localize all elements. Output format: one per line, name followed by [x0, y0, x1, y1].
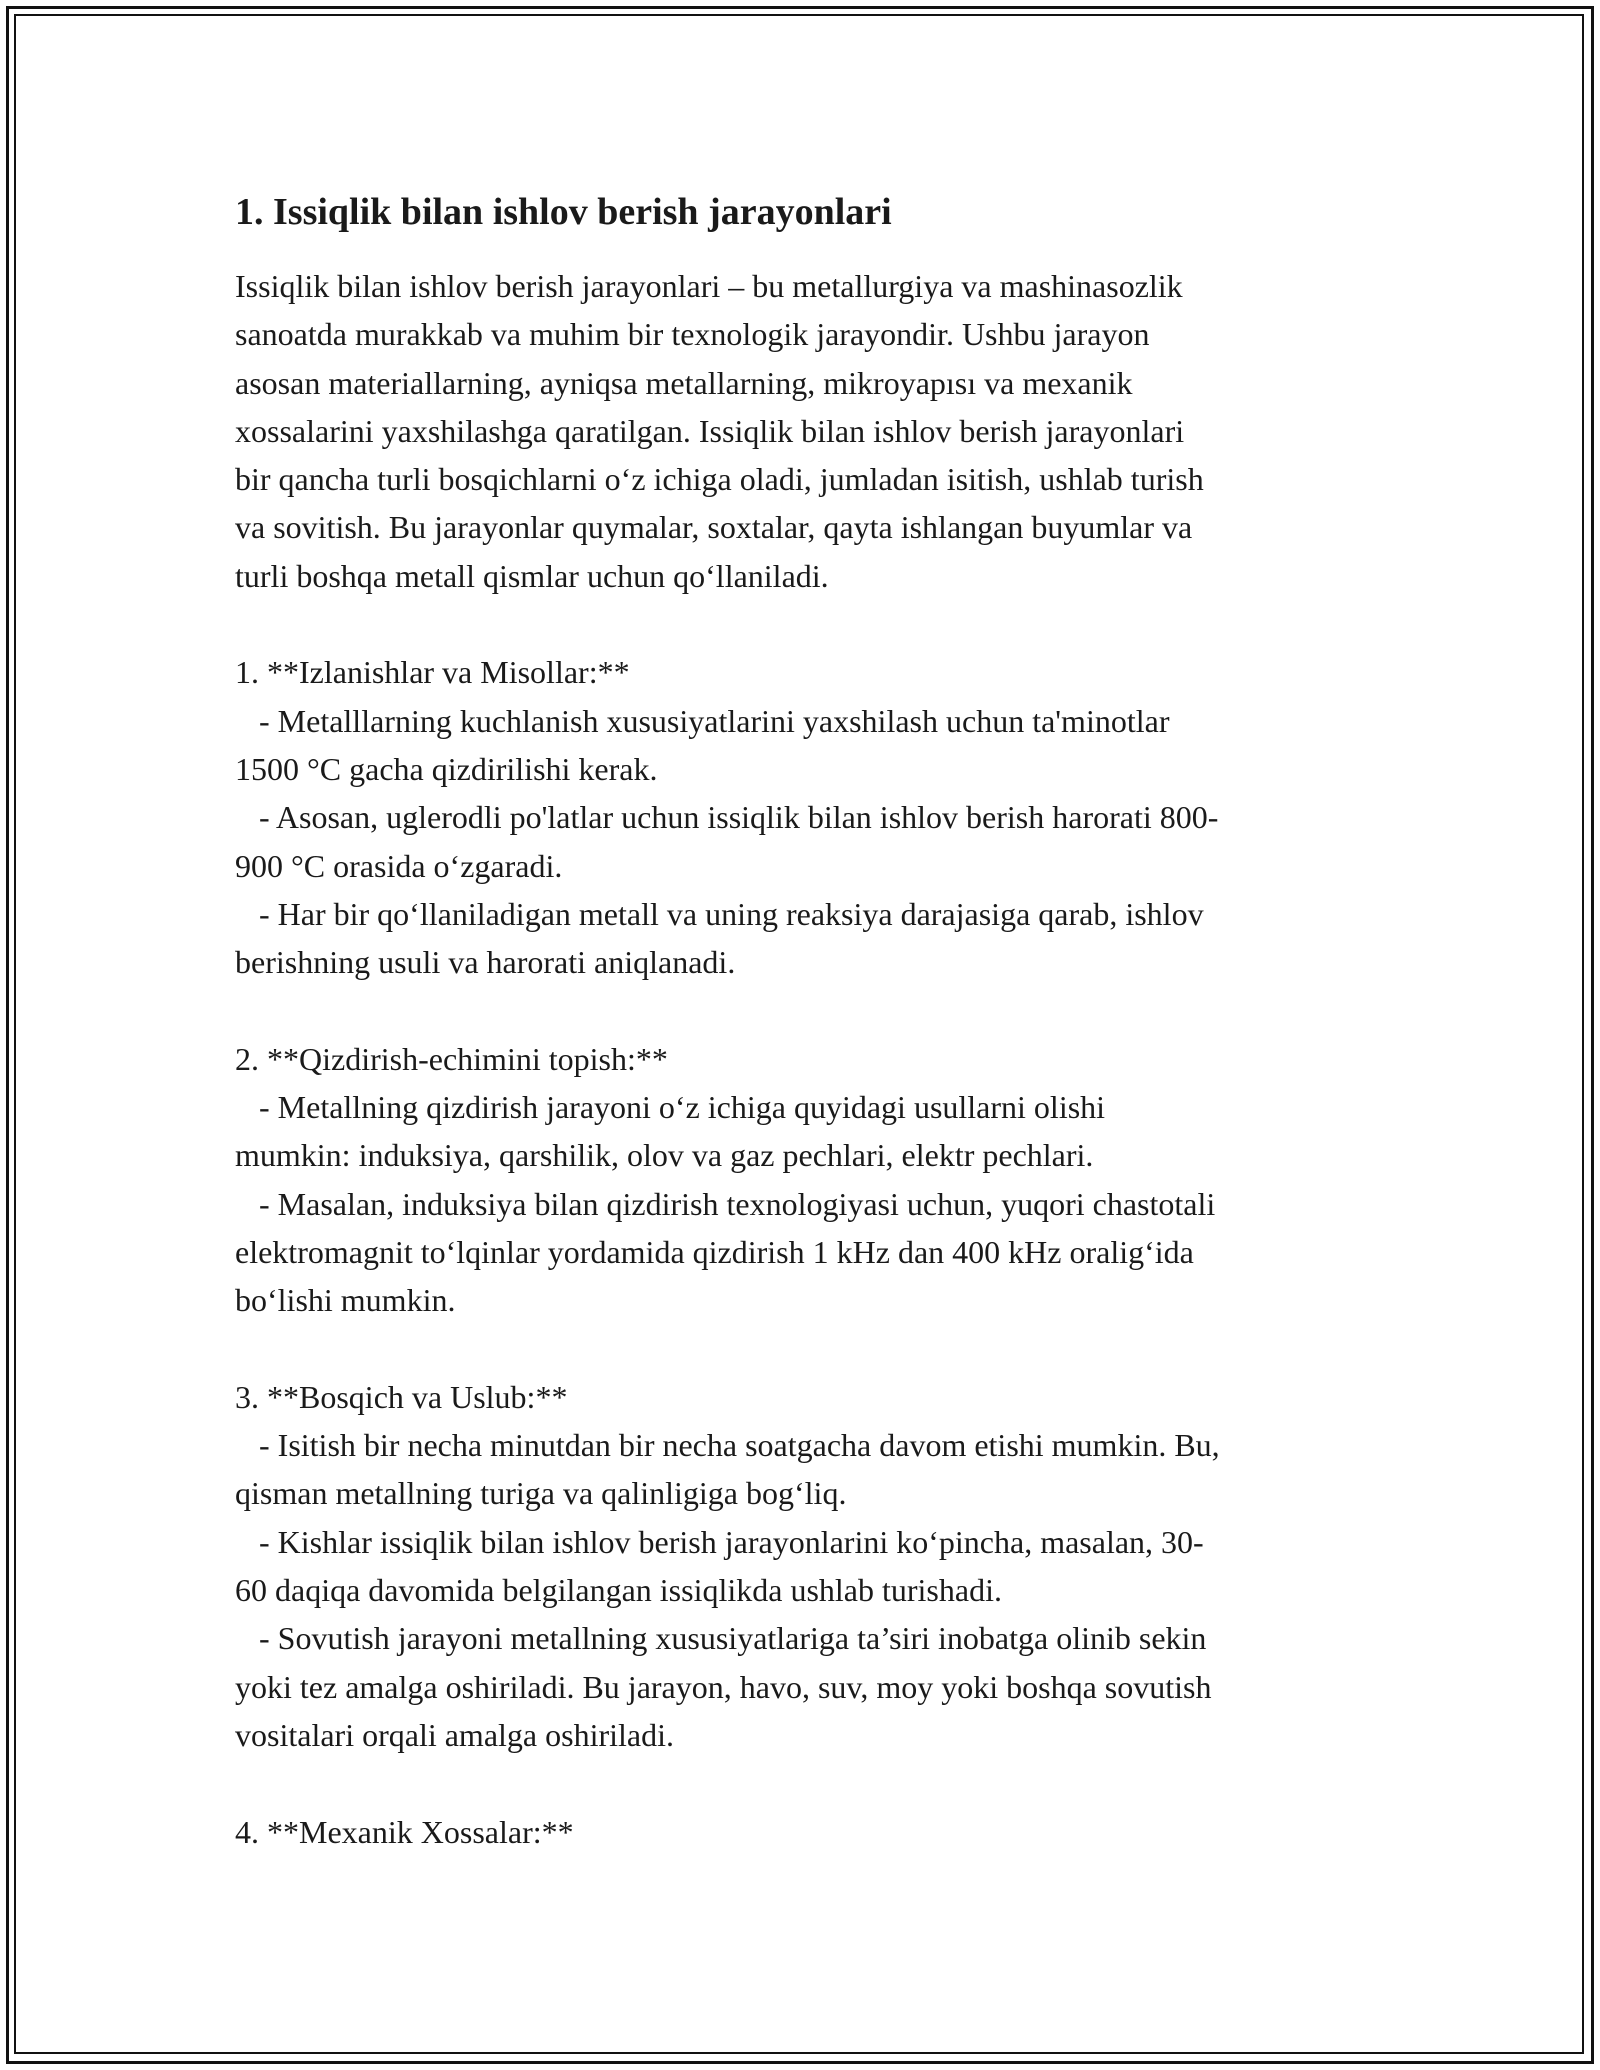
section-heading: 1. Issiqlik bilan ishlov berish jarayonlari	[235, 191, 892, 233]
document-content	[235, 180, 1375, 1856]
section-body-text: Issiqlik bilan ishlov berish jarayonlari – bu metallurgiya va mashinasozlik sanoatda murakkab va muhim bir texnologik jarayondir. Ushbu jarayon asosan materiallarning, ayniqsa metallarning, mikroyapısı va mexanik xossalarini yaxshilashga qaratilgan. Issiqlik bilan ishlov berish jarayonlari bir qancha turli bosqichlarni o‘z ichiga oladi, jumladan isitish, ushlab turish va sovitish. Bu jarayonlar quymalar, soxtalar, qayta ishlangan buyumlar va turli boshqa metall qismlar uchun qo‘llaniladi. 1. **Izlanishlar va Misollar:** - Metalllarning kuchlanish xususiyatlarini yaxshilash uchun ta'minotlar 1500 °C gacha qizdirilishi kerak. - Asosan, uglerodli po'latlar uchun issiqlik bilan ishlov berish harorati 800- 900 °C orasida o‘zgaradi. - Har bir qo‘llaniladigan metall va uning reaksiya darajasiga qarab, ishlov berishning usuli va harorati aniqlanadi. 2. **Qizdirish-echimini topish:** - Metallning qizdirish jarayoni o‘z ichiga quyidagi usullarni olishi mumkin: induksiya, qarshilik, olov va gaz pechlari, elektr pechlari. - Masalan, induksiya bilan qizdirish texnologiyasi uchun, yuqori chastotali elektromagnit to‘lqinlar yordamida qizdirish 1 kHz dan 400 kHz oralig‘ida bo‘lishi mumkin. 3. **Bosqich va Uslub:** - Isitish bir necha minutdan bir necha soatgacha davom etishi mumkin. Bu, qisman metallning turiga va qalinligiga bog‘liq. - Kishlar issiqlik bilan ishlov berish jarayonlarini ko‘pincha, masalan, 30- 60 daqiqa davomida belgilangan issiqlikda ushlab turishadi. - Sovutish jarayoni metallning xususiyatlariga ta’siri inobatga olinib sekin yoki tez amalga oshiriladi. Bu jarayon, havo, suv, moy yoki boshqa sovutish vositalari orqali amalga oshiriladi. 4. **Mexanik Xossalar:**	[235, 268, 1220, 1850]
